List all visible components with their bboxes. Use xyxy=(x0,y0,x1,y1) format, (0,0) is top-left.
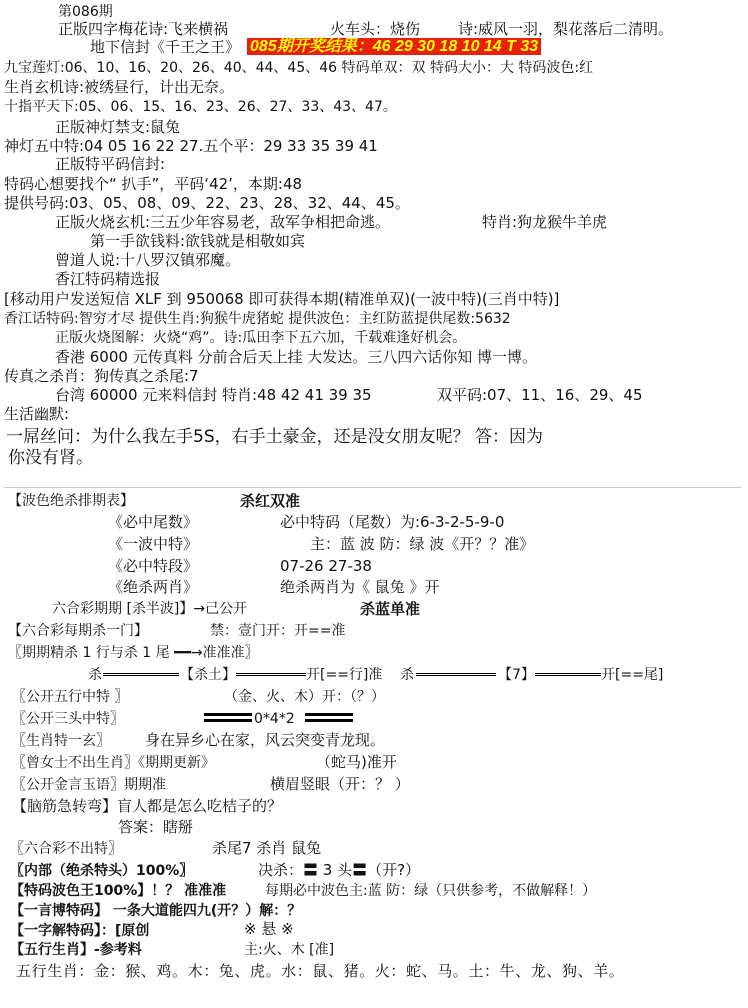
joke-line-1: 一屌丝问：为什么我左手5S，右手土豪金，还是没女朋友呢？ 答：因为 xyxy=(6,427,544,447)
no-special-label: 〖六合彩不出特〗 xyxy=(10,841,122,857)
brain-teaser: 【脑筋急转弯】盲人都是怎么吃桔子的？ xyxy=(12,797,283,815)
fire-mystery: 正版火烧玄机:三五少年容易老，敌军争相把命逃。 xyxy=(55,213,391,231)
color-king: 【特码波色王100%】！？ 准准准 xyxy=(10,883,227,899)
draw-result-highlight: 085期开奖结果：46 29 30 18 10 14 T 33 xyxy=(247,38,541,55)
fire-illustration: 正版火烧图解：火烧“鸡”。诗:瓜田李下五六加，千载难逢好机会。 xyxy=(55,330,467,346)
divider-line xyxy=(535,673,601,676)
draw-result xyxy=(247,37,541,56)
provided-numbers: 提供号码:03、05、08、09、22、23、28、32、44、45。 xyxy=(4,194,410,212)
kill-blue: 杀蓝单准 xyxy=(360,600,421,618)
half-wave-label: 六合彩期期 [杀半波]】→己公开 xyxy=(52,601,248,617)
one-word-special: 【一言博特码】 一条大道能四九(开？）解：？ xyxy=(10,903,302,919)
first-hand: 第一手欲钱料:欲钱就是相敬如宾 xyxy=(90,232,306,250)
divider-line xyxy=(236,673,306,676)
zodiac-mystery: 〖生肖特一玄〗 xyxy=(12,733,110,749)
underground-envelope: 地下信封《千王之王》 xyxy=(90,38,241,56)
ten-fingers: 十指平天下:05、06、15、16、23、26、27、33、43、47。 xyxy=(4,99,397,115)
teaser-answer: 答案：瞎掰 xyxy=(118,818,194,836)
bar-symbol xyxy=(305,713,353,722)
color-king-value: 每期必中波色主:蓝 防：绿（只供参考，不做解释！） xyxy=(265,883,597,899)
five-element-zodiac: 【五行生肖】-参考料 xyxy=(10,942,142,958)
suspense: ※ 悬 ※ xyxy=(244,920,294,938)
tsang-saying: 曾道人说:十八罗汉镇邪魔。 xyxy=(55,251,241,269)
kill-seven: 【7】 xyxy=(498,667,535,683)
poem-text: 诗:威风一羽，梨花落后二清明。 xyxy=(458,20,674,38)
special-heart: 特码心想要找个“ 扒手”，平码‘42’，本期:48 xyxy=(4,175,303,193)
joke-line-2: 你没有肾。 xyxy=(8,448,93,468)
zodiac-poem: 生肖玄机诗:被绣昼行，计出无奈。 xyxy=(4,78,235,96)
door-value: 禁：壹门开：开==准 xyxy=(210,623,346,639)
hongkong-report: 香江特码精选报 xyxy=(55,270,161,288)
divider-line xyxy=(103,673,179,676)
fax-kill: 传真之杀肖：狗传真之杀尾:7 xyxy=(4,367,199,385)
three-head-label: 〖公开三头中特〗 xyxy=(12,711,124,727)
character-special: 【一字解特码】：[原创 xyxy=(10,923,150,939)
hongkong-fax: 香港 6000 元传真料 分前合后天上挂 大发达。三八四六话你知 博一博。 xyxy=(55,348,538,366)
golden-words-value: 横眉竖眼（开：？ ） xyxy=(270,775,410,793)
color-kill-title: 【波色绝杀排期表】 xyxy=(8,493,134,509)
wave-label: 《一波中特》 xyxy=(108,535,199,553)
open-element: 开[==行]准 xyxy=(306,667,383,683)
special-envelope: 正版特平码信封: xyxy=(55,155,166,173)
wave-value: 主：蓝 波 防：绿 波《开？？准》 xyxy=(310,535,535,553)
bar-symbol xyxy=(204,713,252,722)
no-special-value: 杀尾7 杀肖 鼠兔 xyxy=(212,839,322,857)
double-numbers: 双平码:07、11、16、29、45 xyxy=(437,386,643,404)
kill-prefix-1: 杀 xyxy=(88,667,102,683)
special-zodiac: 特肖:狗龙猴牛羊虎 xyxy=(482,213,608,231)
kill-prefix-2: 杀 xyxy=(400,667,414,683)
kill-red: 杀红双准 xyxy=(240,492,301,510)
internal-kill: 〖内部（绝杀特头）100%〗 xyxy=(10,863,194,879)
divider-line xyxy=(416,673,496,676)
five-element-label: 〖公开五行中特 〗 xyxy=(12,689,129,705)
kill-one-door: 【六合彩每期杀一门】 xyxy=(8,623,148,639)
train-head: 火车头：烧伤 xyxy=(330,20,421,38)
three-head-value: 0*4*2 xyxy=(254,711,295,727)
zodiac-mystery-text: 身在异乡心在家，风云突变青龙现。 xyxy=(145,731,386,749)
five-element-main: 主:火、木 [准] xyxy=(244,942,335,958)
ms-tsang: 〖曾女士不出生肖〗《期期更新》 xyxy=(12,755,215,771)
golden-words: 〖公开金言玉语〗期期准 xyxy=(12,777,166,793)
humor-label: 生活幽默: xyxy=(4,405,70,423)
nine-lotus-lamp: 九宝莲灯:06、10、16、20、26、40、44、45、46 特码单双：双 特码大小：大 特码波色:红 xyxy=(4,60,594,76)
tail-label: 《必中尾数》 xyxy=(108,513,199,531)
lamp-forbidden: 正版神灯禁支:鼠兔 xyxy=(55,118,181,136)
five-element-value: （金、火、木）开：（？） xyxy=(224,689,385,705)
kill-earth: 【杀土】 xyxy=(180,667,236,683)
issue-number: 第086期 xyxy=(58,4,113,20)
segment-label: 《必中特段》 xyxy=(108,557,199,575)
internal-kill-value: 决杀：〓 3 头〓（开?） xyxy=(258,861,421,879)
lamp-five-special: 神灯五中特:04 05 16 22 27.五个平：29 33 35 39 41 xyxy=(4,137,378,155)
kill-two-label: 《绝杀两肖》 xyxy=(108,578,199,596)
taiwan-envelope: 台湾 60000 元来料信封 特肖:48 42 41 39 35 xyxy=(55,386,372,404)
open-tail: 开[==尾] xyxy=(601,667,664,683)
segment-value: 07-26 27-38 xyxy=(280,557,372,575)
ms-tsang-value: （蛇马)准开 xyxy=(316,753,397,771)
plum-poem: 正版四字梅花诗:飞来横祸 xyxy=(58,20,229,38)
tail-value: 必中特码（尾数）为:6-3-2-5-9-0 xyxy=(280,513,505,531)
precise-kill: 〖期期精杀 1 行与杀 1 尾 ━━→准准准〗 xyxy=(8,645,259,661)
hongkong-words: 香江话特码:智穷才尽 提供生肖:狗猴牛虎猪蛇 提供波色：主红防蓝提供尾数:5632 xyxy=(4,311,511,327)
sms-notice: [移动用户发送短信 XLF 到 950068 即可获得本期(精准单双)(一波中特)(三肖中特)] xyxy=(4,290,560,308)
kill-two-value: 绝杀两肖为《 鼠兔 》开 xyxy=(280,578,440,596)
five-element-list: 五行生肖：金：猴、鸡。木：兔、虎。水：鼠、猪。火：蛇、马。土：牛、龙、狗、羊。 xyxy=(16,962,625,980)
